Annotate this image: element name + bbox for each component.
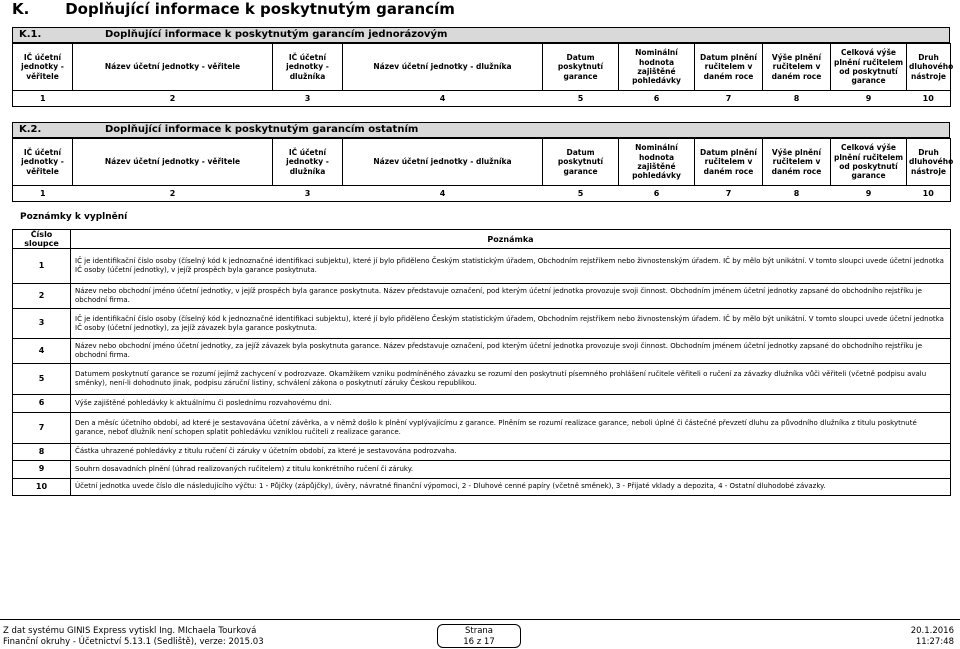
note-number: 5 — [13, 364, 71, 395]
column-header: Druh dluhového nástroje — [907, 139, 951, 186]
notes-header-row — [13, 230, 951, 249]
column-header: Datum plnění ručitelem v daném roce — [695, 139, 763, 186]
note-row — [13, 412, 951, 443]
page-count: 16 z 17 — [463, 636, 495, 647]
column-number: 8 — [763, 186, 831, 202]
print-date: 20.1.2016 — [910, 626, 954, 636]
column-header: Celková výše plnění ručitelem od poskytnutí garance — [831, 44, 907, 91]
column-number: 7 — [695, 91, 763, 107]
note-row — [13, 249, 951, 284]
section-header — [12, 122, 950, 138]
column-header: IČ účetní jednotky - dlužníka — [273, 44, 343, 91]
column-header: Název účetní jednotky - dlužníka — [343, 44, 543, 91]
column-number: 9 — [831, 91, 907, 107]
note-text: Výše zajištěné pohledávky k aktuálnímu či poslednímu rozvahovému dni. — [71, 395, 951, 412]
column-number: 2 — [73, 91, 273, 107]
note-text: Datumem poskytnutí garance se rozumí jejímž zachycení v podrozvaze. Okamžikem vzniku podmíněného závazku se rozumí den poskytnutí písemného prohlášení ručitele věřiteli o ručení za závazky dlužníka vůči věřiteli (včetně podpisu avalu směnky), není-li dohodnuto jinak, podpisu záruční listiny, schválení zákona o poskytnutí záruky Českou republikou. — [71, 364, 951, 395]
note-row — [13, 309, 951, 339]
note-number: 6 — [13, 395, 71, 412]
footer-printed-by: Z dat systému GINIS Express vytiskl Ing. MIchaela Tourková — [3, 626, 257, 636]
header-row — [13, 139, 951, 186]
notes-title: Poznámky k vyplnění — [20, 212, 128, 222]
column-number: 6 — [619, 91, 695, 107]
number-row — [13, 186, 951, 202]
note-number: 2 — [13, 284, 71, 309]
note-text: Název nebo obchodní jméno účetní jednotky, v jejíž prospěch byla garance poskytnuta. Název představuje označení, pod kterým účetní jednotka provozuje svoji činnost. Obchodním jménem účetní jednotky zapsané do obchodního rejstříku je obchodní firma. — [71, 284, 951, 309]
column-header: Datum poskytnutí garance — [543, 139, 619, 186]
notes-col-header: Číslo sloupce — [13, 230, 71, 249]
section-code: K.2. — [19, 124, 42, 135]
note-number: 7 — [13, 412, 71, 443]
note-number: 1 — [13, 249, 71, 284]
notes-note-header: Poznámka — [71, 230, 951, 249]
column-number: 4 — [343, 186, 543, 202]
column-header: Název účetní jednotky - věřitele — [73, 44, 273, 91]
section-header — [12, 27, 950, 43]
section-code: K.1. — [19, 29, 42, 40]
note-text: Název nebo obchodní jméno účetní jednotky, za jejíž závazek byla poskytnuta garance. Název představuje označení, pod kterým účetní jednotka provozuje svoji činnost. Obchodním jménem účetní jednotky zapsané do obchodního rejstříku je obchodní firma. — [71, 339, 951, 364]
note-number: 3 — [13, 309, 71, 339]
note-row — [13, 284, 951, 309]
section-k1 — [12, 27, 954, 107]
note-text: Účetní jednotka uvede číslo dle následujícího výčtu: 1 - Půjčky (zápůjčky), úvěry, návratné finanční výpomoci, 2 - Dluhové cenné papíry (včetně směnek), 3 - Přijaté vklady a depozita, 4 - Ostatní dluhodobé závazky. — [71, 478, 951, 495]
note-number: 4 — [13, 339, 71, 364]
section-table — [12, 138, 954, 202]
column-number: 10 — [907, 91, 951, 107]
header-row — [13, 44, 951, 91]
column-header: IČ účetní jednotky - dlužníka — [273, 139, 343, 186]
note-row — [13, 443, 951, 460]
note-row — [13, 461, 951, 478]
column-header: Nominální hodnota zajištěné pohledávky — [619, 44, 695, 91]
column-header: Výše plnění ručitelem v daném roce — [763, 139, 831, 186]
note-row — [13, 395, 951, 412]
note-number: 8 — [13, 443, 71, 460]
note-text: IČ je identifikační číslo osoby (číselný kód k jednoznačné identifikaci subjektu), které jí bylo přiděleno Českým statistickým úřadem, Obchodním rejstříkem nebo živnostenským úřadem. IČ by mělo být unikátní. V tomto sloupci uvede účetní jednotka IČ osoby (účetní jednotky), v jejíž prospěch byla garance poskytnuta. — [71, 249, 951, 284]
page-title — [12, 0, 455, 18]
column-number: 3 — [273, 91, 343, 107]
column-header: Datum poskytnutí garance — [543, 44, 619, 91]
column-header: Výše plnění ručitelem v daném roce — [763, 44, 831, 91]
column-header: IČ účetní jednotky - věřitele — [13, 139, 73, 186]
column-number: 3 — [273, 186, 343, 202]
notes-table — [12, 229, 951, 496]
number-row — [13, 91, 951, 107]
footer-system-info: Finanční okruhy - Účetnictví 5.13.1 (Sedliště), verze: 2015.03 — [3, 637, 264, 648]
column-number: 1 — [13, 91, 73, 107]
section-k2 — [12, 122, 954, 202]
column-header: Název účetní jednotky - dlužníka — [343, 139, 543, 186]
page-code: K. — [12, 0, 30, 18]
section-title: Doplňující informace k poskytnutým garancím jednorázovým — [105, 29, 448, 40]
section-table — [12, 43, 954, 107]
column-header: Celková výše plnění ručitelem od poskytnutí garance — [831, 139, 907, 186]
column-number: 10 — [907, 186, 951, 202]
column-number: 7 — [695, 186, 763, 202]
section-title: Doplňující informace k poskytnutým garancím ostatním — [105, 124, 419, 135]
column-number: 4 — [343, 91, 543, 107]
column-header: Druh dluhového nástroje — [907, 44, 951, 91]
print-time: 11:27:48 — [915, 637, 954, 648]
footer-right — [911, 626, 954, 648]
column-number: 9 — [831, 186, 907, 202]
column-header: Název účetní jednotky - věřitele — [73, 139, 273, 186]
page-title-text: Doplňující informace k poskytnutým garancím — [65, 0, 455, 18]
footer-left — [3, 626, 264, 648]
column-number: 6 — [619, 186, 695, 202]
column-number: 8 — [763, 91, 831, 107]
page-number-box — [437, 624, 521, 648]
column-header: Nominální hodnota zajištěné pohledávky — [619, 139, 695, 186]
note-row — [13, 364, 951, 395]
note-text: IČ je identifikační číslo osoby (číselný kód k jednoznačné identifikaci subjektu), které jí bylo přiděleno Českým statistickým úřadem, Obchodním rejstříkem nebo živnostenským úřadem. IČ by mělo být unikátní. V tomto sloupci uvede účetní jednotka IČ osoby (účetní jednotky), za jejíž závazek byla garance poskytnuta. — [71, 309, 951, 339]
column-header: IČ účetní jednotky - věřitele — [13, 44, 73, 91]
note-row — [13, 478, 951, 495]
note-number: 9 — [13, 461, 71, 478]
page-label: Strana — [464, 626, 494, 636]
column-number: 2 — [73, 186, 273, 202]
column-number: 5 — [543, 186, 619, 202]
note-number: 10 — [13, 478, 71, 495]
note-text: Den a měsíc účetního období, ad které je sestavována účetní závěrka, a v němž došlo k plnění vyplývajícímu z garance. Plněním se rozumí realizace garance, neboli úplné či částečné převzetí dluhu za původního dlužníka z titulu poskytnuté garance, neboť dlužník není schopen splatit pohledávku vzniklou ručiteli z realizace garance. — [71, 412, 951, 443]
column-header: Datum plnění ručitelem v daném roce — [695, 44, 763, 91]
note-row — [13, 339, 951, 364]
column-number: 1 — [13, 186, 73, 202]
column-number: 5 — [543, 91, 619, 107]
note-text: Částka uhrazené pohledávky z titulu ručení či záruky v účetním období, za které je sestavována podrozvaha. — [71, 443, 951, 460]
page-footer — [0, 620, 960, 649]
note-text: Souhrn dosavadních plnění (úhrad realizovaných ručitelem) z titulu konkrétního ručení či záruky. — [71, 461, 951, 478]
